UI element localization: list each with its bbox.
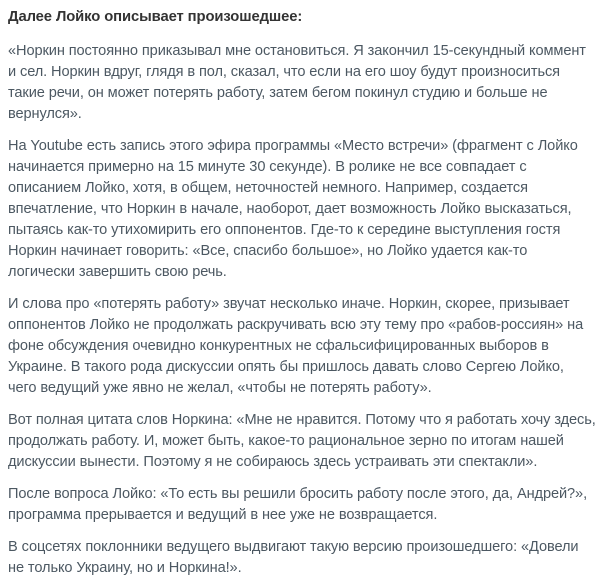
article-paragraph-5: После вопроса Лойко: «То есть вы решили бросить работу после этого, да, Андрей?», программа прерывается и ведущий в нее уже не возвращается. (8, 486, 588, 523)
article-paragraph-2: На Youtube есть запись этого эфира программы «Место встречи» (фрагмент с Лойко начинается примерно на 15 минуте 30 секунде). В ролике не все совпадает с описанием Лойко, хотя, в общем, неточностей немного. Например, создается впечатление, что Норкин в начале, наоборот, дает возможность Лойко высказаться, пытаясь как-то утихомирить его оппонентов. Где-то к середине выступления гостя Норкин начинает говорить: «Все, спасибо большое», но Лойко удается как-то логически завершить свою речь. (8, 138, 578, 280)
article-paragraph-1: «Норкин постоянно приказывал мне остановиться. Я закончил 15-секундный коммент и сел. Норкин вдруг, глядя в пол, сказал, что если на его шоу будут произноситься такие речи, он может потерять работу, затем бегом покинул студию и больше не вернулся». (8, 43, 586, 122)
article-paragraph-4: Вот полная цитата слов Норкина: «Мне не нравится. Потому что я работать хочу здесь, продолжать работу. И, может быть, какое-то рациональное зерно по итогам нашей дискуссии вынести. Поэтому я не собираюсь здесь устраивать эти спектакли». (8, 412, 596, 470)
article-paragraph-6: В соцсетях поклонники ведущего выдвигают такую версию произошедшего: «Довели не только Украину, но и Норкина!». (8, 539, 579, 576)
article-heading: Далее Лойко описывает произошедшее: (8, 9, 303, 25)
article-paragraph-3: И слова про «потерять работу» звучат несколько иначе. Норкин, скорее, призывает оппонентов Лойко не продолжать раскручивать всю эту тему про «рабов-россиян» на фоне обсуждения очевидно конкурентных не сфальсифицированных выборов в Украине. В такого рода дискуссии опять бы пришлось давать слово Сергею Лойко, чего ведущий уже явно не желал, «чтобы не потерять работу». (8, 296, 584, 396)
